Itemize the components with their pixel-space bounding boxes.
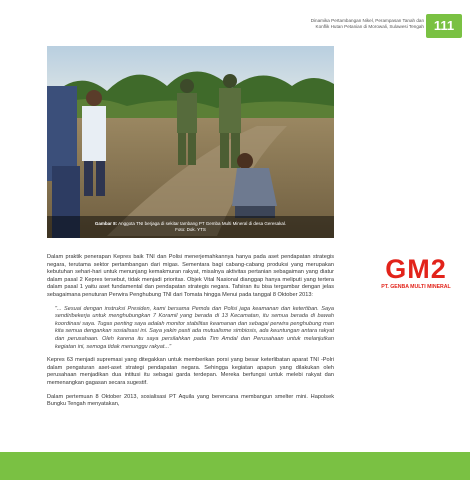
company-logo	[370, 255, 462, 290]
logo-company-name: PT. GENBA MULTI MINERAL	[381, 284, 451, 290]
photo-caption	[47, 216, 334, 238]
caption-text: Anggota TNI berjaga di sekitar tambang PT Gemba Multi Mineral di desa Geresakal.	[118, 221, 287, 226]
running-header-line-2: Konflik Hutan Petanian di Morowali, Sulawesi Tengah	[315, 24, 424, 29]
footer-band	[0, 452, 470, 480]
quote-block: "... Sesuai dengan instruksi Presiden, kami bersama Pemda dan Polisi jaga keamanan dan ketertiban. Saya sendiribekerja untuk menghubungkan 7 Koramil yang berada di 13 Kecamatan, itu semua berada di bawah koordinasi saya. Tugas penting saya adalah monitor stabilitas keamanan dan sebagai perwira penghubung man kita semua dengankan sosialisasi ini. Saya yakin pasti ada mutualisme simbiosis, ada keuntungan antara rakyat dan perusahaan. Oleh karena itu saya persilahkan pada Tim Amdal dan Perusahaan untuk melanjutkan kegiatan ini, semoga tidak menunggu rakyat..."	[55, 305, 334, 350]
logo-mark: GM2	[385, 254, 447, 284]
caption-credit: Foto: Dok. YTS	[175, 227, 206, 232]
caption-label: Gambar 8:	[94, 221, 118, 226]
paragraph-3: Dalam pertemuan 8 Oktober 2013, sosialisasi PT Aquila yang berencana membangun smelter mini. Hapolsek Bungku Tengah menyatakan,	[47, 393, 334, 408]
paragraph-2: Kepres 63 menjadi supremasi yang ditegakkan untuk memberikan porsi yang besar keterlibatan aparat TNI -Polri dalam pengaturan aset-aset strategi pendapatan negara. Sehingga kegiatan apapun yang dilakukan oleh perusahaan menjadikan dua intitusi itu sebagai garda terdepan. Mereka berfungsi untuk melebi rakyat dan memenangkan gagasan secara sugestif.	[47, 357, 334, 386]
running-header-line-1: Dinamika Pertambangan Nikel, Perampasan Tanah dan	[310, 18, 424, 23]
photo-soldiers	[47, 46, 334, 238]
page-number: 111	[426, 14, 462, 38]
photo-illustration	[47, 46, 334, 238]
paragraph-1: Dalam praktik penerapan Kepres baik TNI dan Polisi menerjemahkannya hanya pada aset pendapatan strategis negara, terutama sektor pertambangan dari migas. Sementara bagi cabang-cabang produksi yang merupakan kebutuhan sehari-hari untuk menunjang kemakmuran rakyat, misalnya aktivitas pertanian sebagaiman yang diatur dalam pasal 2 Kepres tersebut, tidak menjadi prioritas. Objek Vital Nasional dianggap hanya meliputi yang tertera dalam pasal 1 yaitu aset fundamental dan pendapatan strategis negara. Tafsiran itu bisa tergambar dengan jelas sebagaimana penuturan Perwira Penghubung TNI dari Tomata hingga Menui pada tanggal 8 Oktober 2013:	[47, 254, 334, 298]
running-header	[224, 18, 424, 30]
body-text	[47, 254, 334, 415]
